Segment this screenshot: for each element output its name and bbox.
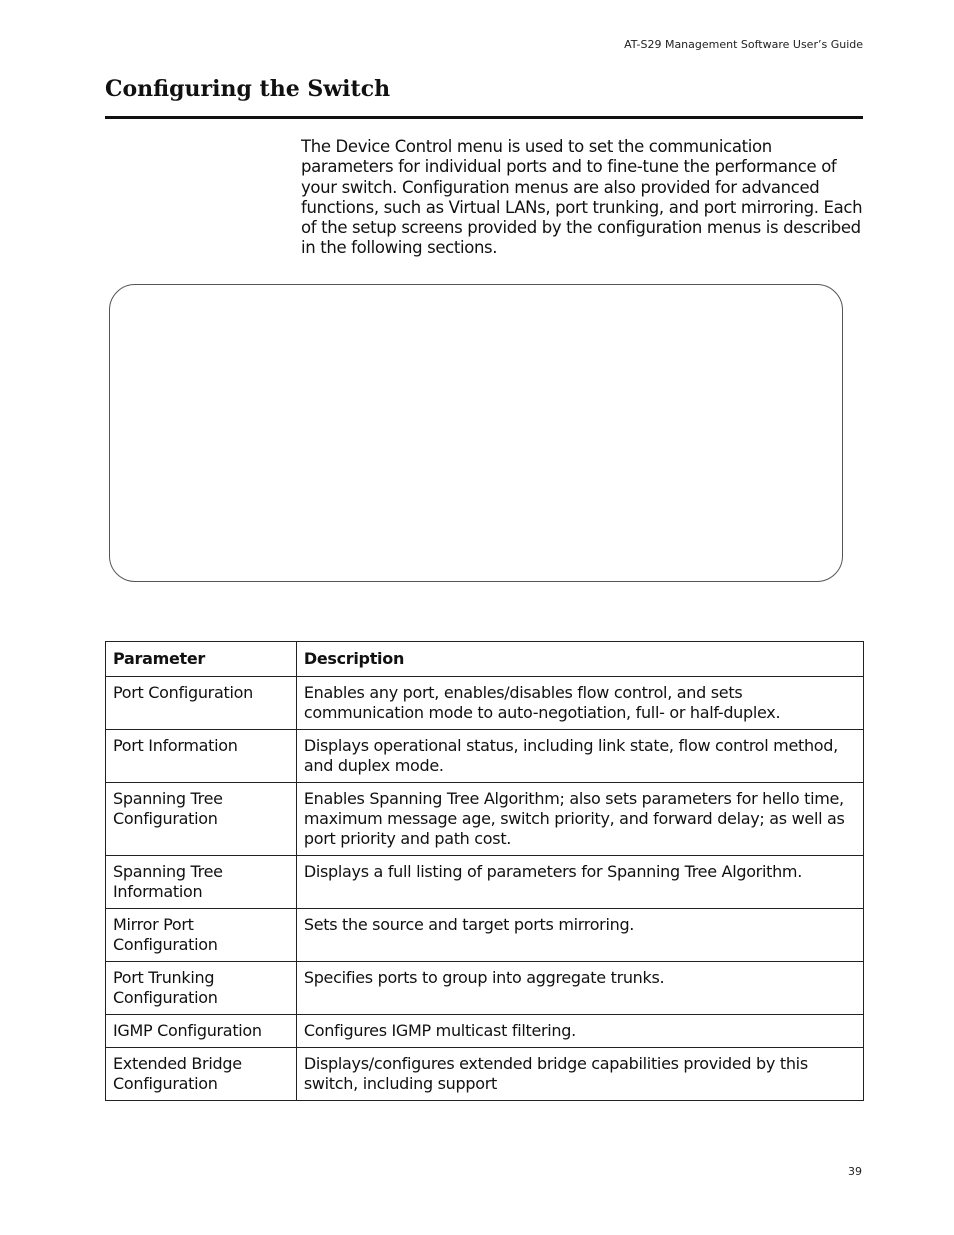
column-header-parameter: Parameter (106, 642, 297, 677)
description-cell: Displays operational status, including link state, flow control method, and duplex mode. (296, 730, 863, 783)
table-row (106, 783, 864, 856)
description-cell: Displays/configures extended bridge capabilities provided by this switch, including support (296, 1048, 863, 1101)
description-cell: Specifies ports to group into aggregate trunks. (296, 962, 863, 1015)
column-header-description: Description (296, 642, 863, 677)
page-number: 39 (848, 1165, 862, 1178)
title-rule (105, 116, 863, 119)
parameter-cell: Spanning Tree Information (106, 856, 297, 909)
parameter-cell: Extended Bridge Configuration (106, 1048, 297, 1101)
table-row (106, 1015, 864, 1048)
parameter-table (105, 641, 864, 1101)
table-row (106, 677, 864, 730)
description-cell: Sets the source and target ports mirroring. (296, 909, 863, 962)
table-row (106, 909, 864, 962)
table-row (106, 1048, 864, 1101)
description-cell: Displays a full listing of parameters for Spanning Tree Algorithm. (296, 856, 863, 909)
description-cell: Enables any port, enables/disables flow control, and sets communication mode to auto-negotiation, full- or half-duplex. (296, 677, 863, 730)
parameter-cell: Spanning Tree Configuration (106, 783, 297, 856)
running-header: AT-S29 Management Software User’s Guide (624, 38, 863, 51)
parameter-cell: IGMP Configuration (106, 1015, 297, 1048)
table-row (106, 962, 864, 1015)
section-title: Configuring the Switch (105, 76, 391, 102)
intro-paragraph: The Device Control menu is used to set the communication parameters for individual ports and to fine-tune the performance of your switch. Configuration menus are also provided for advanced functions, such as Virtual LANs, port trunking, and port mirroring. Each of the setup screens provided by the configuration menus is described in the following sections. (301, 137, 863, 258)
table-row (106, 856, 864, 909)
table-header-row (106, 642, 864, 677)
parameter-cell: Port Configuration (106, 677, 297, 730)
screen-figure-frame (109, 284, 843, 582)
description-cell: Configures IGMP multicast filtering. (296, 1015, 863, 1048)
parameter-cell: Port Trunking Configuration (106, 962, 297, 1015)
table-row (106, 730, 864, 783)
parameter-cell: Port Information (106, 730, 297, 783)
parameter-cell: Mirror Port Configuration (106, 909, 297, 962)
description-cell: Enables Spanning Tree Algorithm; also sets parameters for hello time, maximum message age, switch priority, and forward delay; as well as port priority and path cost. (296, 783, 863, 856)
